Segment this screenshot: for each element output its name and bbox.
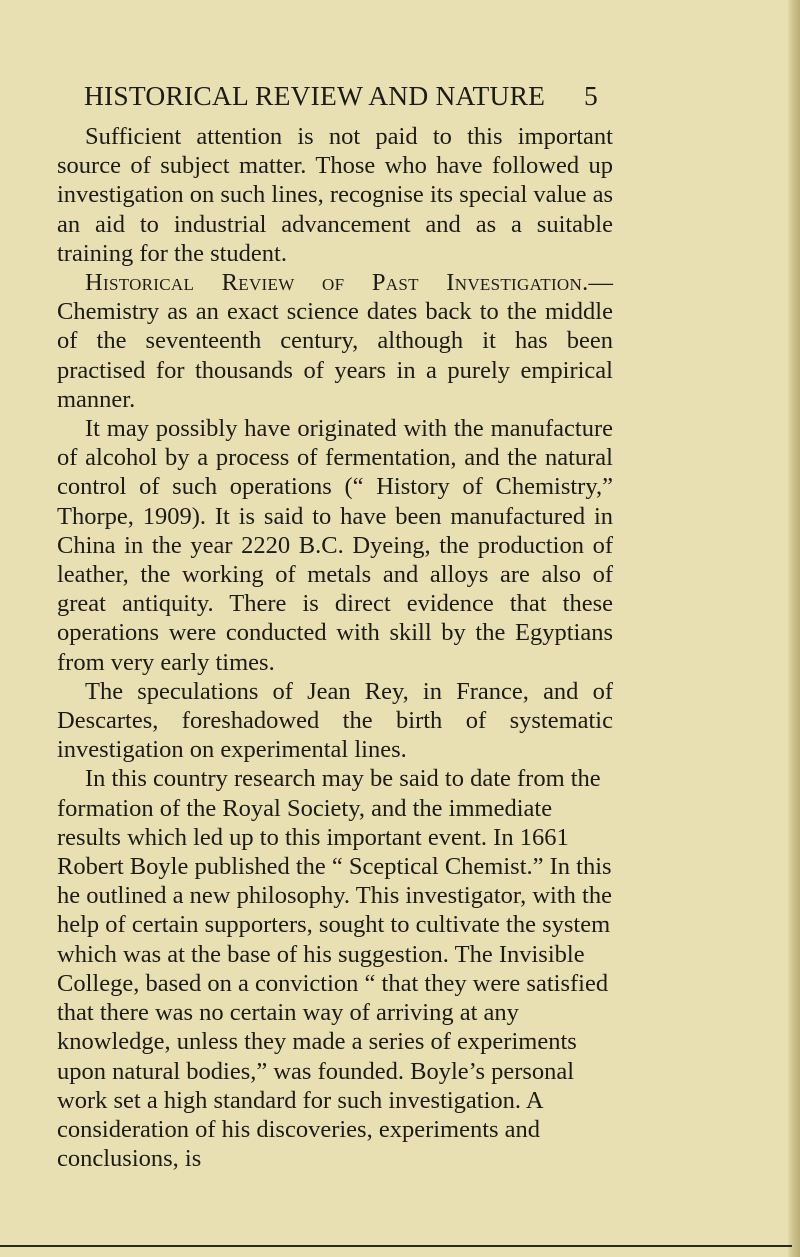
- paragraph-2: [57, 268, 613, 414]
- paragraph-2-text: — Chemistry as an exact science dates back to the middle of the seventeenth century, although it has been practised for thousands of years in a purely empirical manner.: [57, 269, 613, 413]
- running-head: [84, 82, 598, 110]
- bottom-rule: [0, 1245, 792, 1247]
- paragraph-5: In this country research may be said to date from the formation of the Royal Society, and the immediate results which led up to this important event. In 1661 Robert Boyle published the “ Sceptical Chemist.” In this he outlined a new philosophy. This investigator, with the help of certain supporters, sought to cultivate the system which was at the base of his suggestion. The Invisible College, based on a conviction “ that they were satisfied that there was no certain way of arriving at any knowledge, unless they made a series of experiments upon natural bodies,” was founded. Boyle’s personal work set a high standard for such investigation. A consideration of his discoveries, experiments and conclusions, is: [57, 765, 612, 1173]
- body-text: [57, 122, 613, 1173]
- page-title: HISTORICAL REVIEW AND NATURE: [84, 80, 546, 111]
- page-edge: [788, 0, 800, 1257]
- page-number: 5: [584, 80, 598, 111]
- paragraph-4: The speculations of Jean Rey, in France, and of Descartes, foreshadowed the birth of systematic investigation on experimental lines.: [57, 677, 613, 764]
- paragraph-1: Sufficient attention is not paid to this important source of subject matter. Those who have followed up investigation on such lines, recognise its special value as an aid to industrial advancement and as a suitable training for the student.: [57, 123, 613, 267]
- paragraph-3: It may possibly have originated with the manufacture of alcohol by a process of fermentation, and the natural control of such operations (“ History of Chemistry,” Thorpe, 1909). It is said to have been manufactured in China in the year 2220 B.C. Dyeing, the production of leather, the working of metals and alloys are also of great antiquity. There is direct evidence that these operations were conducted with skill by the Egyptians from very early times.: [57, 415, 613, 676]
- section-heading: Historical Review of Past Investigation.: [85, 269, 589, 297]
